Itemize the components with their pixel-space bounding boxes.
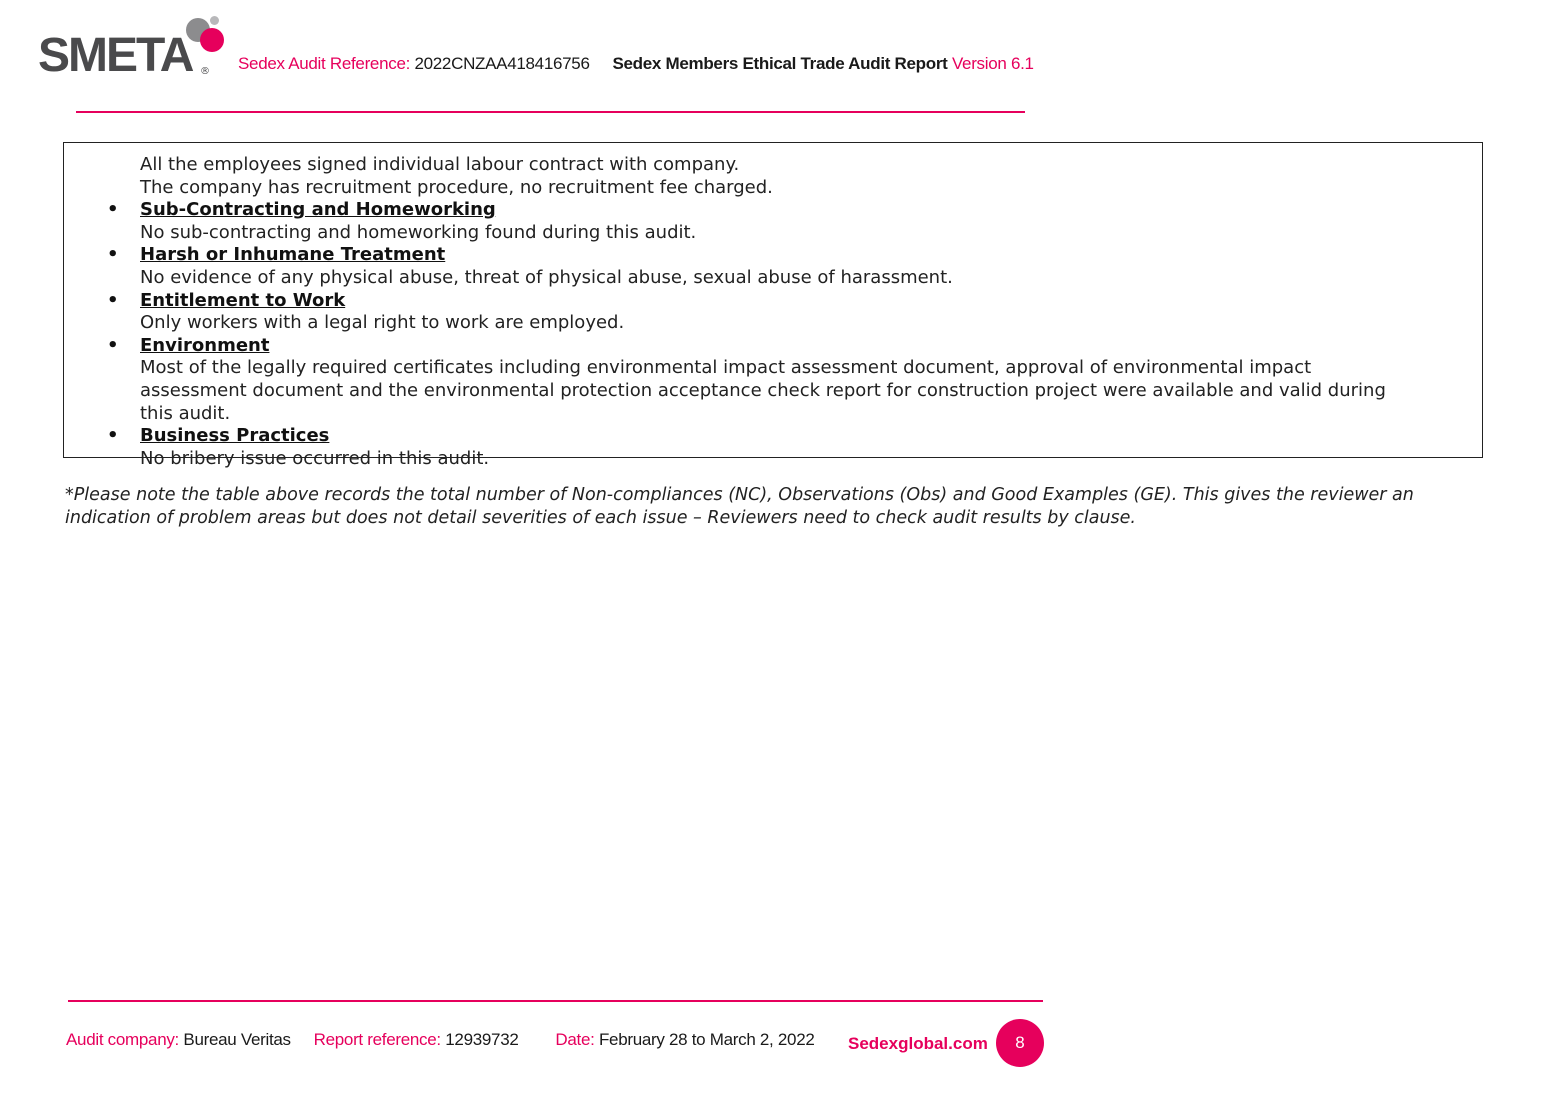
audit-reference-value: 2022CNZAA418416756 [414,54,590,73]
website-link[interactable]: Sedexglobal.com [848,1034,988,1053]
bullet-icon: • [107,425,119,447]
section-heading-entitlement [107,289,1422,313]
header-meta [238,54,1034,74]
section-heading-environment [107,334,1422,358]
audit-company-value: Bureau Veritas [183,1030,291,1049]
section-heading-label: Business Practices [140,425,330,447]
report-title: Sedex Members Ethical Trade Audit Report [612,54,948,73]
page-header [0,0,1559,120]
page-footer [66,1026,1066,1076]
date-value: February 28 to March 2, 2022 [598,1030,815,1049]
audit-reference-label: Sedex Audit Reference: [238,54,411,73]
section-heading-label: Sub-Contracting and Homeworking [140,199,496,221]
section-heading-subcontracting [107,199,1422,222]
report-reference-value: 12939732 [445,1030,519,1049]
header-divider [76,111,1025,113]
summary-content [107,154,1422,470]
bullet-icon: • [107,199,119,221]
section-heading-harsh-treatment [107,244,1422,267]
section-text: Most of the legally required certificates including environmental impact assessment document, approval of environmental impact assessment document and the environmental protection acceptance check report for construction project were available and valid during this audit. [140,357,1386,424]
section-heading-label: Harsh or Inhumane Treatment [140,244,446,266]
report-version: Version 6.1 [951,54,1034,73]
smeta-logo [38,14,238,84]
logo-registered-mark: ® [200,66,210,77]
summary-box [63,142,1483,469]
date-label: Date: [555,1030,595,1049]
report-reference-label: Report reference: [313,1030,441,1049]
section-text: Only workers with a legal right to work are employed. [140,312,625,334]
logo-pink-dot [200,28,224,52]
section-heading-business-practices [107,425,1422,448]
logo-small-dot [210,16,219,25]
section-text: No sub-contracting and homeworking found during this audit. [140,221,697,243]
intro-line: All the employees signed individual labour contract with company. [140,154,740,175]
section-heading-label: Entitlement to Work [140,289,346,311]
footer-meta [66,1030,815,1050]
footnote: *Please note the table above records the total number of Non-compliances (NC), Observations (Obs) and Good Examples (GE). This gives the reviewer an indication of problem areas but does not detail severities of each issue – Reviewers need to check audit results by clause. [65,485,1414,528]
section-text: No evidence of any physical abuse, threat of physical abuse, sexual abuse of harassment. [140,266,953,288]
intro-line: The company has recruitment procedure, no recruitment fee charged. [140,176,773,198]
bullet-icon: • [107,334,119,356]
section-heading-label: Environment [140,334,270,356]
audit-company-label: Audit company: [66,1030,179,1049]
logo-text: SMETA [38,29,193,82]
bullet-icon: • [107,289,119,311]
bullet-icon: • [107,244,119,266]
page-number-badge: 8 [996,1019,1044,1067]
section-text: No bribery issue occurred in this audit. [140,447,490,469]
footer-divider [68,1000,1043,1002]
